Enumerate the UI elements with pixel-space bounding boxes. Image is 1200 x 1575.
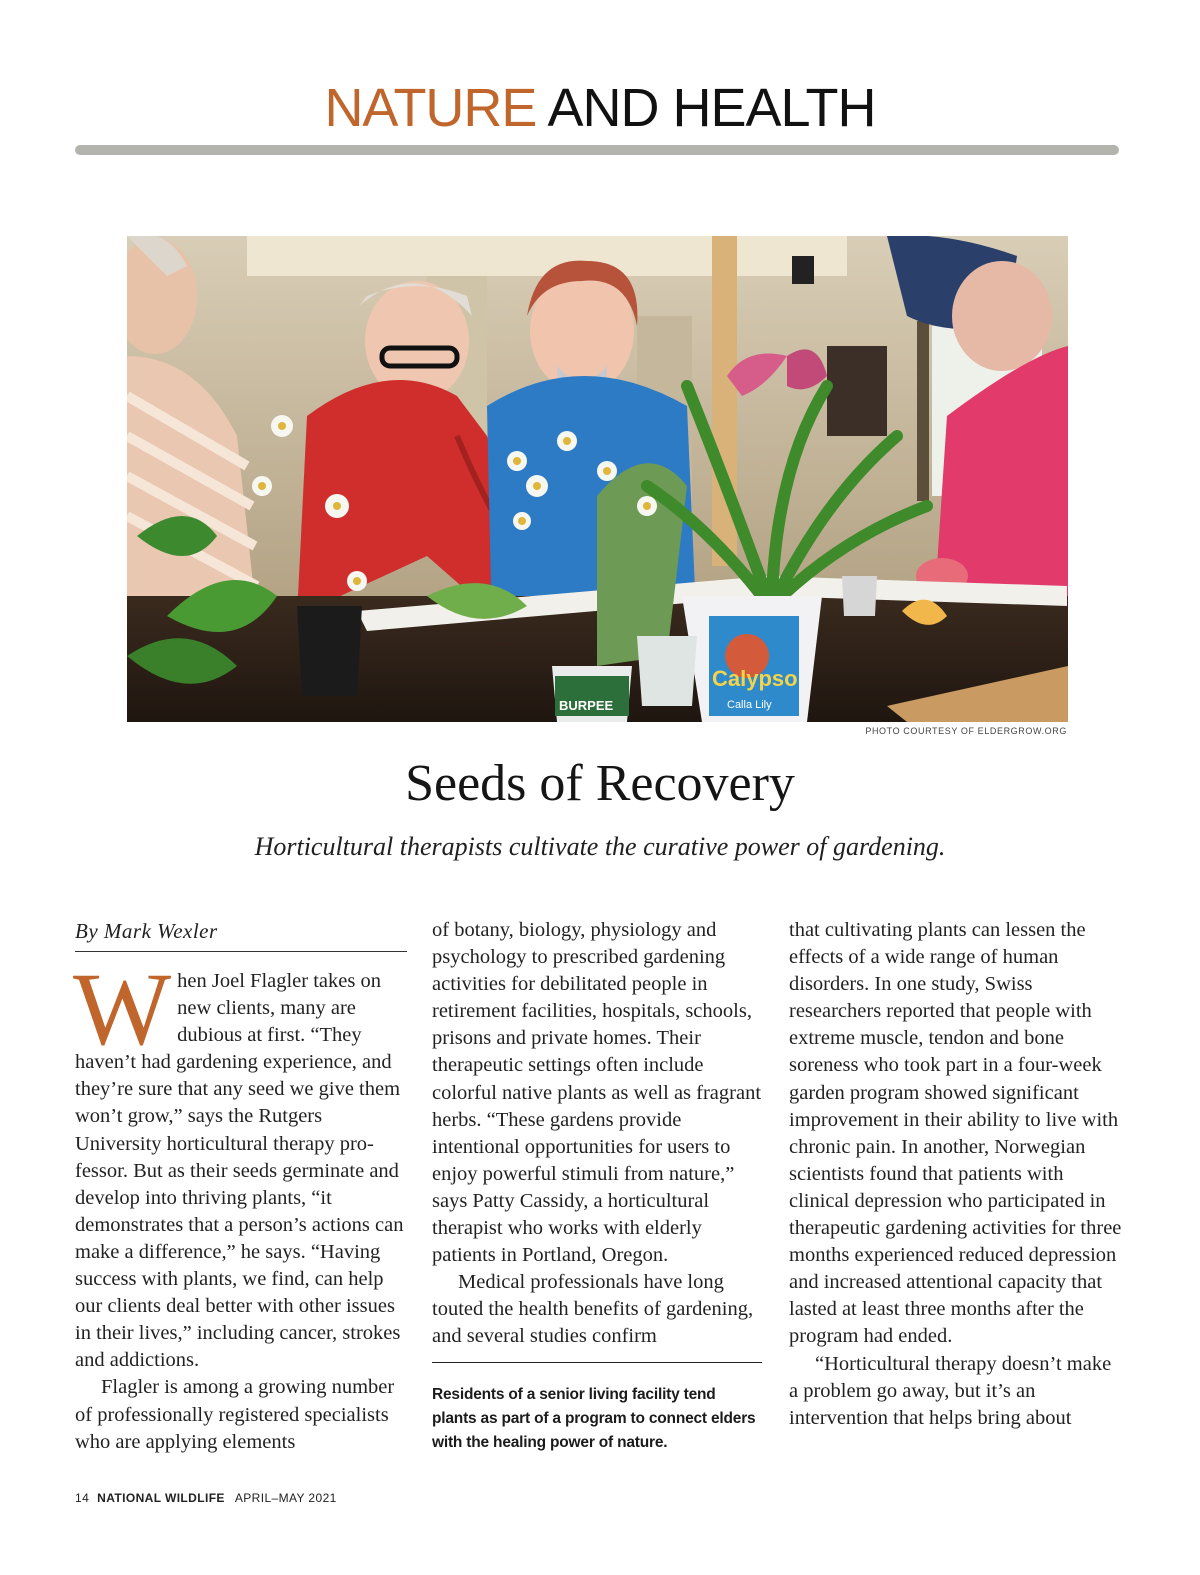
article-column-2 bbox=[432, 917, 764, 1351]
issue-date: APRIL–MAY 2021 bbox=[234, 1491, 337, 1505]
article-column-1 bbox=[75, 917, 407, 1456]
paragraph-1 bbox=[73, 952, 407, 1374]
paragraph-3: of botany, biology, physiology and psychology to prescribed gardening activities for debilitated people in retirement facilities, hospitals, schools, prisons and private homes. Their therapeutic settings often include colorful native plants as well as fragrant herbs. “These gardens provide intentional opportunities for users to enjoy powerful stimuli from nature,” says Patty Cassidy, a horticultural therapist who works with elderly patients in Portland, Oregon. bbox=[432, 919, 762, 1267]
section-title bbox=[0, 76, 1200, 140]
photo-caption: Residents of a senior living facility tend plants as part of a program to connect elders with the healing power of nature. bbox=[432, 1362, 762, 1455]
pot-label-burpee: BURPEE bbox=[559, 698, 614, 713]
drop-cap: W bbox=[73, 952, 172, 1067]
page-number: 14 bbox=[75, 1491, 90, 1505]
paragraph-2: Flagler is among a growing number of professionally registered specialists who are applying elements bbox=[75, 1376, 395, 1453]
paragraph-4: Medical professionals have long touted the health benefits of gardening, and several studies confirm bbox=[432, 1271, 754, 1348]
paragraph-5: that cultivating plants can lessen the effects of a wide range of human disorders. In one study, Swiss researchers reported that people with extreme muscle, tendon and bone soreness who took part in a four-week garden program showed significant improvement in their ability to live with chronic pain. In another, Norwegian scientists found that patients with clinical depression who participated in therapeutic gardening activities for three months experienced reduced depression and increased attentional capacity that lasted at least three months after the program had ended. bbox=[789, 919, 1122, 1348]
publication-name: NATIONAL WILDLIFE bbox=[97, 1491, 225, 1505]
paragraph-6: “Horticultural therapy doesn’t make a problem go away, but it’s an intervention that helps bring about bbox=[789, 1352, 1112, 1429]
byline: By Mark Wexler bbox=[75, 917, 407, 952]
pot-label-calla: Calla Lily bbox=[727, 699, 772, 711]
article-photo bbox=[127, 236, 1068, 722]
paragraph-1-text: hen Joel Flagler takes on new clients, many are dubious at first. “They haven’t had gardening experience, and they’re sure that any seed we give them won’t grow,” says the Rutgers University horticultural therapy professor. But as their seeds germinate and develop into thriving plants, “it demonstrates that a person’s actions can make a difference,” he says. “Having success with plants, we find, can help our clients deal better with other issues in their lives,” including cancer, strokes and addictions. bbox=[75, 970, 404, 1372]
article-dek: Horticultural therapists cultivate the curative power of gardening. bbox=[254, 832, 946, 861]
photo-credit: PHOTO COURTESY OF ELDERGROW.ORG bbox=[865, 726, 1067, 736]
pot-label-calypso: Calypso bbox=[712, 666, 798, 691]
page-footer bbox=[75, 1491, 337, 1505]
article-column-3 bbox=[789, 917, 1125, 1432]
header-rule bbox=[75, 145, 1119, 155]
article-headline: Seeds of Recovery bbox=[405, 755, 795, 812]
section-title-rest: AND HEALTH bbox=[547, 78, 876, 138]
section-title-accent: NATURE bbox=[324, 78, 537, 138]
photo-of-elders-gardening-icon bbox=[127, 236, 1068, 722]
